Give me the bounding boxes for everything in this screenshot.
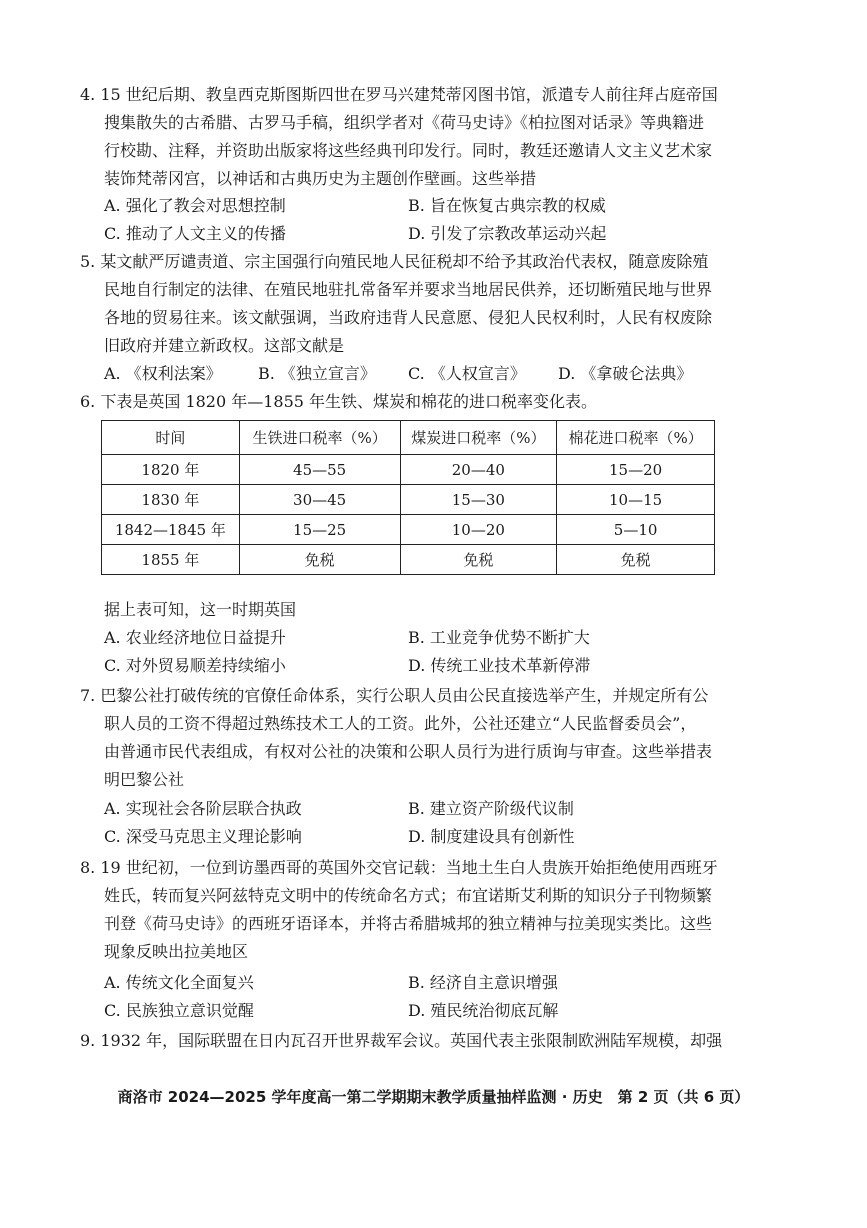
question-4-line-3: 行校勘、注释，并资助出版家将这些经典刊印发行。同时，教廷还邀请人文主义艺术家 — [104, 141, 713, 160]
question-8-line-3: 刊登《荷马史诗》的西班牙语译本，并将古希腊城邦的独立精神与拉美现实类比。这些 — [104, 914, 713, 933]
question-4-line-4: 装饰梵蒂冈宫，以神话和古典历史为主题创作壁画。这些举措 — [104, 169, 537, 188]
question-8-line-1: 8. 19 世纪初，一位到访墨西哥的英国外交官记载：当地土生白人贵族开始拒绝使用西班牙 — [80, 858, 718, 877]
table-cell: 5—10 — [557, 515, 715, 545]
table-header-cell: 棉花进口税率（%） — [557, 421, 715, 455]
question-4-option-b[interactable]: B. 旨在恢复古典宗教的权威 — [408, 196, 606, 215]
question-7-line-1: 7. 巴黎公社打破传统的官僚任命体系，实行公职人员由公民直接选举产生，并规定所有公 — [80, 686, 709, 705]
question-7-option-c[interactable]: C. 深受马克思主义理论影响 — [104, 827, 302, 846]
table-cell: 10—20 — [400, 515, 557, 545]
table-row — [102, 485, 715, 515]
question-4-line-2: 搜集散失的古希腊、古罗马手稿，组织学者对《荷马史诗》《柏拉图对话录》等典籍进 — [104, 113, 705, 132]
table-row — [102, 455, 715, 485]
table-cell: 1855 年 — [102, 545, 240, 575]
table-cell: 10—15 — [557, 485, 715, 515]
question-8-option-b[interactable]: B. 经济自主意识增强 — [408, 973, 558, 992]
question-7-option-b[interactable]: B. 建立资产阶级代议制 — [408, 799, 574, 818]
question-8-option-d[interactable]: D. 殖民统治彻底瓦解 — [408, 1001, 559, 1020]
question-7-option-a[interactable]: A. 实现社会各阶层联合执政 — [104, 799, 302, 818]
question-6-option-c[interactable]: C. 对外贸易顺差持续缩小 — [104, 656, 286, 675]
table-row — [102, 545, 715, 575]
table-cell: 30—45 — [239, 485, 400, 515]
question-5-option-a[interactable]: A. 《权利法案》 — [104, 364, 222, 383]
question-5-line-2: 民地自行制定的法律、在殖民地驻扎常备军并要求当地居民供养，还切断殖民地与世界 — [104, 280, 713, 299]
question-4-option-a[interactable]: A. 强化了教会对思想控制 — [104, 196, 286, 215]
question-8-line-4: 现象反映出拉美地区 — [104, 942, 249, 961]
question-6-after-table: 据上表可知，这一时期英国 — [104, 600, 297, 619]
table-row — [102, 515, 715, 545]
table-header-cell: 生铁进口税率（%） — [239, 421, 400, 455]
question-6-line-1: 6. 下表是英国 1820 年—1855 年生铁、煤炭和棉花的进口税率变化表。 — [80, 392, 598, 411]
table-cell: 15—20 — [557, 455, 715, 485]
question-8-line-2: 姓氏，转而复兴阿兹特克文明中的传统命名方式；布宜诺斯艾利斯的知识分子刊物频繁 — [104, 886, 713, 905]
table-cell: 15—25 — [239, 515, 400, 545]
question-7-line-3: 由普通市民代表组成，有权对公社的决策和公职人员行为进行质询与审查。这些举措表 — [104, 742, 713, 761]
question-9-line-1: 9. 1932 年，国际联盟在日内瓦召开世界裁军会议。英国代表主张限制欧洲陆军规模，却强 — [80, 1031, 723, 1050]
table-cell: 免税 — [400, 545, 557, 575]
question-5-option-d[interactable]: D. 《拿破仑法典》 — [558, 364, 693, 383]
table-cell: 1830 年 — [102, 485, 240, 515]
table-header-row — [102, 421, 715, 455]
table-cell: 45—55 — [239, 455, 400, 485]
question-4-option-c[interactable]: C. 推动了人文主义的传播 — [104, 224, 286, 243]
question-6-option-a[interactable]: A. 农业经济地位日益提升 — [104, 628, 286, 647]
table-cell: 免税 — [557, 545, 715, 575]
question-5-line-3: 各地的贸易往来。该文献强调，当政府违背人民意愿、侵犯人民权利时，人民有权废除 — [104, 308, 713, 327]
question-8-option-a[interactable]: A. 传统文化全面复兴 — [104, 973, 254, 992]
question-5-option-b[interactable]: B. 《独立宣言》 — [258, 364, 376, 383]
table-cell: 15—30 — [400, 485, 557, 515]
page-footer: 商洛市 2024—2025 学年度高一第二学期期末教学质量抽样监测 · 历史 第 2 页（共 6 页） — [117, 1088, 750, 1106]
table-cell: 免税 — [239, 545, 400, 575]
question-5-line-4: 旧政府并建立新政权。这部文献是 — [104, 336, 345, 355]
question-5-option-c[interactable]: C. 《人权宣言》 — [408, 364, 526, 383]
table-header-cell: 时间 — [102, 421, 240, 455]
import-tax-table — [101, 420, 715, 575]
table-cell: 1820 年 — [102, 455, 240, 485]
question-6-option-d[interactable]: D. 传统工业技术革新停滞 — [408, 656, 591, 675]
question-8-option-c[interactable]: C. 民族独立意识觉醒 — [104, 1001, 254, 1020]
question-7-option-d[interactable]: D. 制度建设具有创新性 — [408, 827, 575, 846]
table-cell: 1842—1845 年 — [102, 515, 240, 545]
question-7-line-2: 职人员的工资不得超过熟练技术工人的工资。此外，公社还建立“人民监督委员会”， — [104, 714, 697, 733]
table-cell: 20—40 — [400, 455, 557, 485]
question-4-line-1: 4. 15 世纪后期、教皇西克斯图斯四世在罗马兴建梵蒂冈图书馆，派遣专人前往拜占庭帝国 — [80, 85, 718, 104]
question-4-option-d[interactable]: D. 引发了宗教改革运动兴起 — [408, 224, 607, 243]
question-5-line-1: 5. 某文献严厉谴责道、宗主国强行向殖民地人民征税却不给予其政治代表权，随意废除殖 — [80, 252, 709, 271]
question-7-line-4: 明巴黎公社 — [104, 770, 185, 789]
question-6-option-b[interactable]: B. 工业竞争优势不断扩大 — [408, 628, 590, 647]
table-header-cell: 煤炭进口税率（%） — [400, 421, 557, 455]
